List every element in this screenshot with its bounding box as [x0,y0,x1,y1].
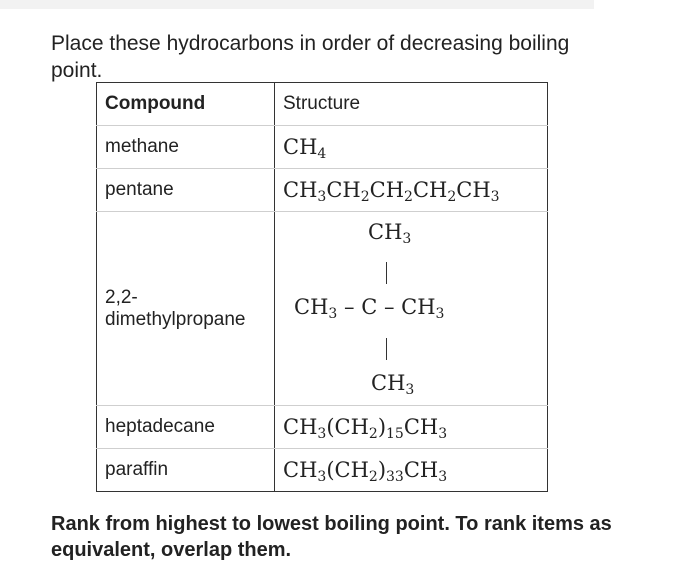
formula-subscript: 3 [317,188,327,205]
compound-name: paraffin [97,449,275,492]
compound-name: methane [97,126,275,169]
formula-subscript: 3 [328,306,338,322]
top-bond-line [386,262,387,284]
formula-symbol: CH [294,295,329,319]
formula-subscript: 3 [317,425,327,442]
formula-symbol: CH [456,177,491,202]
formula-subscript: 33 [386,468,404,485]
formula-subscript: 2 [360,188,370,205]
table-row [97,406,548,449]
formula-subscript: 2 [447,188,457,205]
branched-structure [283,212,539,405]
formula-subscript: 2 [368,468,378,485]
compound-column-header: Compound [97,83,275,126]
question-prompt: Place these hydrocarbons in order of decreasing boiling point. [51,32,570,82]
formula-subscript: 3 [490,188,500,205]
compound-name: pentane [97,169,275,212]
table-row [97,169,548,212]
formula-symbol: (CH [326,457,369,482]
structure-cell [275,169,548,212]
formula-symbol: CH [403,414,439,439]
table-row [97,212,548,406]
formula-symbol: CH [369,177,405,202]
top-methyl-group [368,220,412,247]
structure-cell [275,126,548,169]
formula-symbol: CH [283,134,318,159]
table-row [97,449,548,492]
formula-subscript: 2 [368,425,378,442]
ranking-instructions: Rank from highest to lowest boiling point. To rank items as equivalent, overlap them. [51,513,612,561]
formula-symbol: (CH [326,414,369,439]
formula-symbol: CH [403,457,439,482]
structural-formula [283,134,327,162]
bottom-methyl-group [371,371,415,398]
table-header-row [97,83,548,126]
formula-subscript: 3 [405,382,415,398]
formula-symbol: CH [326,177,361,202]
structure-cell [275,212,548,406]
formula-subscript: 4 [317,145,327,162]
formula-subscript: 3 [438,468,448,485]
formula-subscript: 3 [438,425,448,442]
compounds-table [96,82,548,492]
formula-subscript: 3 [435,306,445,322]
top-bar [0,0,594,9]
formula-symbol: CH [283,177,318,202]
formula-subscript: 3 [402,231,412,247]
formula-symbol: ) [377,457,387,482]
structure-cell [275,449,548,492]
structural-formula [283,414,448,442]
right-methyl-group [401,295,445,322]
central-carbon: C [361,295,378,319]
formula-subscript: 2 [404,188,413,205]
formula-symbol: CH [283,414,318,439]
right-bond-dash: – [383,295,395,319]
structure-column-header: Structure [275,83,548,126]
formula-subscript: 15 [386,425,404,442]
bottom-bond-line [386,338,387,360]
structural-formula [283,177,500,205]
central-chain [294,295,445,322]
compound-name: 2,2-dimethylpropane [97,212,275,406]
formula-subscript: 3 [317,468,327,485]
formula-symbol: CH [412,177,448,202]
left-bond-dash: – [344,295,355,319]
left-methyl-group [294,295,338,322]
formula-symbol: ) [377,414,387,439]
structural-formula [283,457,448,485]
compound-name: heptadecane [97,406,275,449]
formula-symbol: CH [371,371,406,395]
structure-cell [275,406,548,449]
table-row [97,126,548,169]
formula-symbol: CH [401,295,436,319]
formula-symbol: CH [283,457,318,482]
formula-symbol: CH [368,220,403,244]
